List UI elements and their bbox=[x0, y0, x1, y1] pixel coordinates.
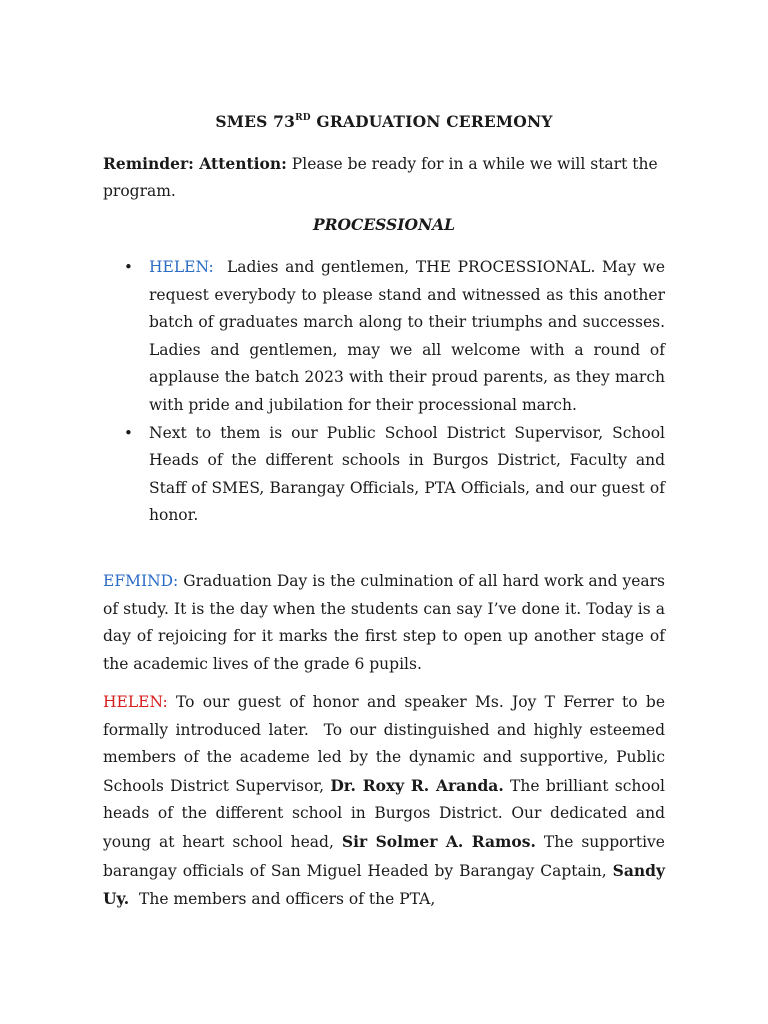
list-item-text: Ladies and gentlemen, THE PROCESSIONAL. May we request everybody to please stand and witnessed as this another batch of graduates march along to their triumphs and successes. Ladies and gentlemen, may we all welcome with a round of applause the batch 2023 with their proud parents, as they march with pride and jubilation for their processional march. bbox=[149, 258, 670, 414]
bullet-icon: • bbox=[124, 258, 133, 276]
name-bold: Sandy Uy. bbox=[103, 860, 665, 909]
paragraph-text: Graduation Day is the culmination of all hard work and years of study. It is the day when the students can say I’ve done it. Today is a day of rejoicing for it marks the first step to open up another stage of the academic lives of the grade 6 pupils. bbox=[103, 572, 665, 673]
paragraph-text: The supportive barangay officials of San Miguel Headed by Barangay Captain, bbox=[103, 832, 665, 880]
paragraph-text: The members and officers of the PTA, bbox=[129, 890, 436, 909]
paragraph-text: The brilliant school heads of the different school in Burgos District. Our dedicated and young at heart school head, bbox=[103, 776, 665, 851]
name-bold: Sir Solmer A. Ramos. bbox=[341, 831, 536, 851]
title-text-rest: GRADUATION CEREMONY bbox=[310, 112, 553, 131]
reminder-label: Reminder: Attention: bbox=[103, 154, 287, 173]
efmind-paragraph bbox=[103, 568, 665, 678]
speaker-label: HELEN: bbox=[103, 693, 168, 711]
reminder-text: Please be ready for in a while we will start the program. bbox=[103, 155, 658, 200]
list-item bbox=[124, 420, 665, 530]
title-superscript: RD bbox=[295, 113, 311, 123]
processional-list bbox=[124, 254, 670, 530]
speaker-label: HELEN: bbox=[149, 258, 214, 276]
title-text: SMES 73 bbox=[215, 112, 296, 131]
paragraph-text: To our guest of honor and speaker Ms. Joy T Ferrer to be formally introduced later. To our distinguished and highly esteemed members of the academe led by the dynamic and supportive, Public Schools District Supervisor, bbox=[103, 693, 670, 795]
name-bold: Dr. Roxy R. Aranda. bbox=[330, 775, 504, 795]
document-title bbox=[0, 112, 768, 131]
list-item bbox=[124, 254, 670, 420]
section-heading: PROCESSIONAL bbox=[312, 215, 456, 234]
speaker-label: EFMIND: bbox=[103, 572, 179, 590]
list-item-text: Next to them is our Public School District Supervisor, School Heads of the different schools in Burgos District, Faculty and Staff of SMES, Barangay Officials, PTA Officials, and our guest of honor. bbox=[149, 423, 665, 525]
helen-paragraph bbox=[103, 689, 670, 914]
reminder-paragraph bbox=[103, 150, 663, 205]
bullet-icon: • bbox=[124, 423, 133, 442]
